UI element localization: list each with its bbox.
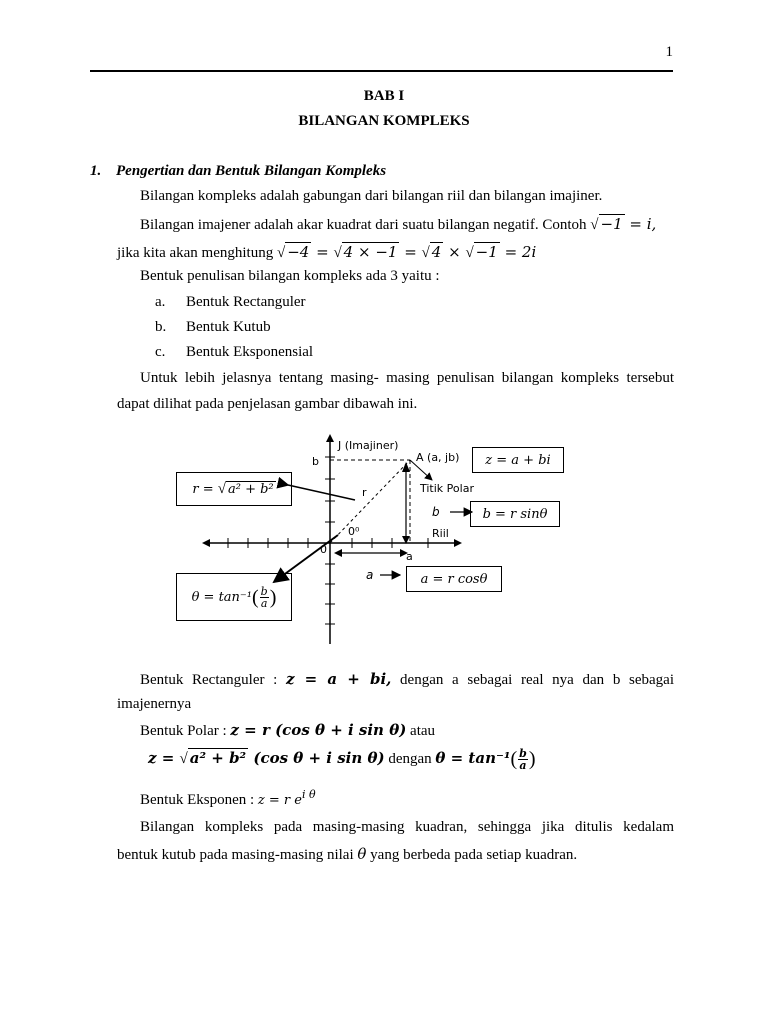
section-heading: [90, 163, 386, 180]
list-item-polar: Bentuk Kutub: [186, 319, 271, 335]
list-item-rectangular: Bentuk Rectanguler: [186, 294, 306, 310]
label-titik-polar: Titik Polar: [420, 482, 474, 495]
box-a-formula: a = r cosθ: [406, 566, 502, 592]
section-number: 1.: [90, 163, 102, 179]
list-marker-c: c.: [155, 344, 166, 360]
label-angle: 0⁰: [348, 525, 360, 538]
label-b: b: [312, 455, 319, 468]
label-a: a: [406, 550, 413, 563]
chapter-title: BILANGAN KOMPLEKS: [298, 113, 470, 129]
label-a-italic: a: [366, 568, 374, 582]
paragraph-definition: Bilangan kompleks adalah gabungan dari bilangan riil dan bilangan imajiner.: [140, 188, 603, 204]
list-marker-a: a.: [155, 294, 166, 310]
label-b-italic: b: [432, 505, 440, 519]
paragraph-forms-intro: Bentuk penulisan bilangan kompleks ada 3 yaitu :: [140, 268, 440, 284]
paragraph-example: jika kita akan menghitung √ −4 = √ 4 × −1 = √ 4 × √ −1 = 2i: [117, 243, 537, 261]
list-item-exponential: Bentuk Eksponensial: [186, 344, 314, 360]
real-axis-left-arrow: [202, 539, 210, 547]
box-theta: θ = tan⁻¹( $\frac{b}{a}$ ): [176, 573, 292, 621]
box-b-formula: b = r sinθ: [470, 501, 560, 527]
list-marker-b: b.: [155, 319, 167, 335]
label-origin: 0: [320, 543, 327, 556]
closing-line2: bentuk kutub pada masing-masing nilai θ yang berbeda pada setiap kuadran.: [117, 845, 578, 863]
header-rule: [90, 70, 673, 72]
polar-form-line: Bentuk Polar : z = r (cos θ + i sin θ) atau: [140, 721, 436, 739]
axis-label-imaginary: J (Imajiner): [338, 439, 399, 452]
page-number: 1: [665, 44, 673, 60]
box-rectangular: z = a + bi: [472, 447, 564, 473]
rect-form-line2: imajenernya: [117, 696, 192, 712]
box-modulus: r = √ a² + b²: [176, 472, 292, 506]
imaginary-axis-arrow: [326, 434, 334, 442]
real-axis-right-arrow: [454, 539, 462, 547]
label-r: r: [362, 486, 367, 499]
label-point-a: A (a, jb): [416, 451, 460, 464]
pointer-r: [288, 485, 355, 500]
closing-line1: Bilangan kompleks pada masing-masing kuadran, sehingga jika ditulis kedalam: [140, 819, 674, 835]
rect-form-line: Bentuk Rectanguler : z = a + bi, dengan a sebagai real nya dan b sebagai: [140, 670, 674, 688]
section-title: Pengertian dan Bentuk Bilangan Kompleks: [116, 163, 387, 179]
paragraph-explain-line1: Untuk lebih jelasnya tentang masing- masing penulisan bilangan kompleks tersebut: [140, 370, 674, 386]
paragraph-explain-line2: dapat dilihat pada penjelasan gambar dibawah ini.: [117, 396, 418, 412]
exp-form-line: Bentuk Eksponen : z = r $e^{i \theta}$: [140, 788, 316, 808]
paragraph-imaginary: Bilangan imajener adalah akar kuadrat dari suatu bilangan negatif. Contoh √ −1 = i,: [140, 215, 657, 233]
chapter-label: BAB I: [363, 88, 405, 104]
radius-line-r: [330, 460, 410, 543]
polar-form-line2: z = √ a² + b² (cos θ + i sin θ) dengan θ = tan⁻¹( $\frac{b}{a}$ ): [148, 747, 536, 772]
label-riil: Riil: [432, 527, 449, 540]
